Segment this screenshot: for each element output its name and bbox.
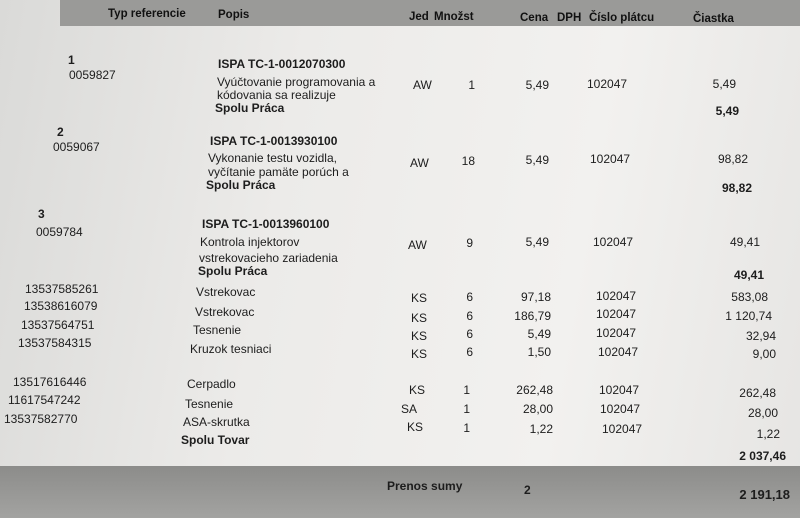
part-ref: 13537585261	[25, 282, 99, 296]
part-name: Tesnenie	[193, 323, 242, 337]
header-jed: Jed	[409, 11, 429, 23]
work-item-price: 5,49	[525, 153, 549, 167]
header-mnozst: Množst	[434, 11, 474, 23]
work-item-reference: 0059784	[36, 225, 83, 239]
work-item-subtotal: 5,49	[715, 104, 739, 118]
work-item-subtotal: 98,82	[721, 181, 752, 195]
header-cena: Cena	[520, 12, 549, 24]
work-item-price: 5,49	[525, 235, 549, 249]
work-item-unit: AW	[410, 156, 429, 170]
work-item-code: ISPA TC-1-0013960100	[202, 217, 330, 231]
work-item-code: ISPA TC-1-0013930100	[210, 134, 338, 148]
part-payer: 102047	[596, 326, 637, 340]
part-ref: 13537564751	[21, 318, 95, 332]
part-price: 186,79	[514, 309, 551, 323]
part-qty: 1	[463, 421, 470, 435]
part-unit: SA	[401, 402, 418, 416]
part-amount: 262,48	[739, 386, 776, 400]
part-amount: 583,08	[731, 290, 768, 304]
work-item-amount: 5,49	[712, 77, 736, 91]
header-ciastka: Čiastka	[693, 13, 734, 25]
part-payer: 102047	[596, 289, 637, 303]
work-item-code: ISPA TC-1-0012070300	[218, 57, 346, 71]
work-item-reference: 0059067	[53, 140, 100, 154]
prenos-sumy-label: Prenos sumy	[387, 479, 463, 493]
part-payer: 102047	[600, 402, 641, 416]
work-item-subtotal-label: Spolu Práca	[206, 178, 276, 192]
work-item-subtotal-label: Spolu Práca	[198, 264, 268, 278]
work-item-amount: 49,41	[729, 235, 760, 249]
work-item-price: 5,49	[525, 78, 549, 92]
part-ref: 13537584315	[18, 336, 92, 350]
part-price: 97,18	[520, 290, 551, 304]
part-name: Cerpadlo	[187, 377, 236, 391]
work-item-number: 2	[57, 125, 64, 139]
work-item-unit: AW	[408, 238, 427, 252]
part-ref: 13537582770	[4, 412, 78, 426]
work-item-amount: 98,82	[717, 152, 748, 166]
part-payer: 102047	[602, 422, 643, 436]
work-item-desc: Vyúčtovanie programovania a	[217, 75, 376, 89]
part-amount: 32,94	[745, 329, 776, 343]
work-item-qty: 1	[468, 78, 475, 92]
work-item-desc: Kontrola injektorov	[200, 235, 300, 249]
total-carry-amount: 2 191,18	[739, 487, 790, 502]
work-item-desc: vstrekovacieho zariadenia	[199, 251, 338, 265]
part-qty: 6	[466, 290, 473, 304]
part-price: 28,00	[522, 402, 553, 416]
part-qty: 6	[466, 327, 473, 341]
part-name: Vstrekovac	[195, 305, 255, 319]
work-item-unit: AW	[413, 78, 432, 92]
part-amount: 1,22	[756, 427, 780, 441]
work-item-subtotal-label: Spolu Práca	[215, 101, 285, 115]
work-item-desc: kódovania sa realizuje	[217, 88, 336, 102]
part-unit: KS	[411, 291, 428, 305]
part-ref: 13538616079	[24, 299, 98, 313]
work-item-subtotal: 49,41	[733, 268, 764, 282]
part-unit: KS	[409, 383, 426, 397]
part-unit: KS	[407, 420, 424, 434]
part-amount: 1 120,74	[725, 309, 772, 323]
part-name: ASA-skrutka	[183, 415, 250, 429]
part-price: 1,22	[529, 422, 553, 436]
work-item-reference: 0059827	[69, 68, 116, 82]
work-item-desc: vyčítanie pamäte porúch a	[208, 165, 349, 179]
part-name: Vstrekovac	[196, 285, 256, 299]
part-unit: KS	[411, 311, 428, 325]
part-payer: 102047	[596, 307, 637, 321]
part-qty: 1	[463, 383, 470, 397]
part-payer: 102047	[599, 383, 640, 397]
work-item-payer: 102047	[587, 77, 628, 91]
part-qty: 6	[466, 345, 473, 359]
spolu-tovar-value: 2 037,46	[739, 449, 786, 463]
part-payer: 102047	[598, 345, 639, 359]
work-item-payer: 102047	[590, 152, 631, 166]
header-popis: Popis	[218, 9, 250, 21]
work-item-qty: 9	[466, 236, 473, 250]
header-cislo-platcu: Číslo plátcu	[589, 12, 655, 24]
part-qty: 6	[466, 309, 473, 323]
part-unit: KS	[411, 347, 428, 361]
work-item-number: 3	[38, 207, 45, 221]
part-ref: 13517616446	[13, 375, 87, 389]
page-number: 2	[524, 483, 531, 497]
work-item-desc: Vykonanie testu vozidla,	[208, 151, 337, 165]
part-price: 5,49	[527, 327, 551, 341]
part-amount: 9,00	[752, 347, 776, 361]
header-typ-referencie: Typ referencie	[108, 8, 186, 20]
part-price: 262,48	[516, 383, 553, 397]
header-dph: DPH	[557, 12, 582, 24]
work-item-number: 1	[68, 53, 75, 67]
spolu-tovar-label: Spolu Tovar	[181, 433, 250, 447]
part-price: 1,50	[527, 345, 551, 359]
part-name: Tesnenie	[185, 397, 234, 411]
part-name: Kruzok tesniaci	[190, 342, 272, 356]
part-amount: 28,00	[747, 406, 778, 420]
work-item-qty: 18	[461, 154, 475, 168]
part-ref: 11617547242	[8, 393, 81, 407]
work-item-payer: 102047	[593, 235, 634, 249]
part-unit: KS	[411, 329, 428, 343]
part-qty: 1	[463, 402, 470, 416]
